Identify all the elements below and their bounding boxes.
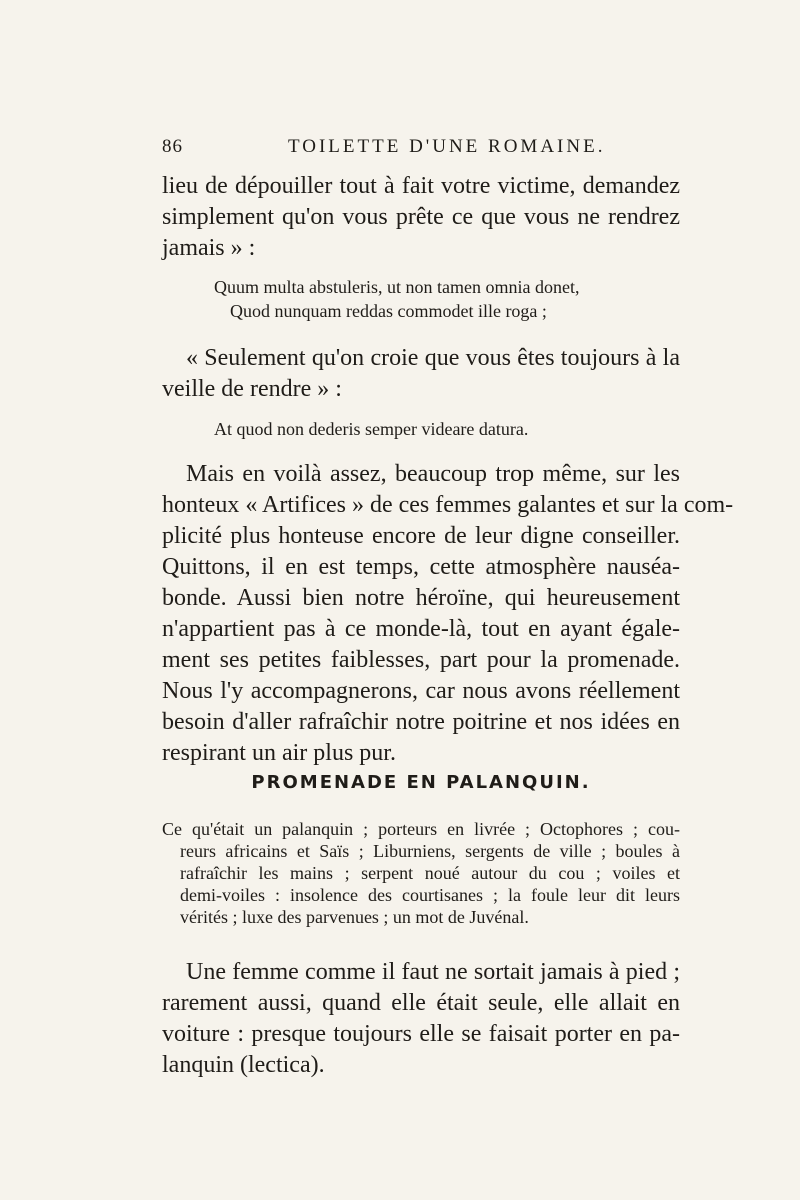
section-heading: PROMENADE EN PALANQUIN. bbox=[251, 772, 591, 793]
text-line: veille de rendre » : bbox=[162, 376, 342, 402]
page-number: 86 bbox=[162, 136, 183, 157]
text-line: n'appartient pas à ce monde-là, tout en ayant égale- bbox=[162, 616, 680, 642]
paragraph-2 bbox=[162, 343, 680, 405]
latin-quote-2 bbox=[214, 417, 528, 441]
text-line: respirant un air plus pur. bbox=[162, 740, 396, 766]
text-line: honteux « Artifices » de ces femmes galantes et sur la com- bbox=[162, 492, 734, 518]
text-line: Mais en voilà assez, beaucoup trop même, sur les bbox=[186, 461, 680, 487]
chapter-summary bbox=[162, 818, 680, 928]
summary-line: rafraîchir les mains ; serpent noué autour du cou ; voiles et bbox=[180, 863, 680, 883]
text-line: jamais » : bbox=[162, 235, 256, 261]
text-line: lieu de dépouiller tout à fait votre victime, demandez bbox=[162, 173, 680, 199]
summary-line: demi-voiles : insolence des courtisanes ; la foule leur dit leurs bbox=[180, 885, 680, 905]
paragraph-3 bbox=[162, 459, 734, 769]
text-line: bonde. Aussi bien notre héroïne, qui heureusement bbox=[162, 585, 680, 611]
summary-line: reurs africains et Saïs ; Liburniens, sergents de ville ; boules à bbox=[180, 841, 680, 861]
text-line: « Seulement qu'on croie que vous êtes toujours à la bbox=[186, 345, 680, 371]
summary-line: vérités ; luxe des parvenues ; un mot de Juvénal. bbox=[180, 907, 529, 927]
text-line: besoin d'aller rafraîchir notre poitrine et nos idées en bbox=[162, 709, 680, 735]
verse-line: Quum multa abstuleris, ut non tamen omnia donet, bbox=[214, 277, 580, 297]
text-line: plicité plus honteuse encore de leur digne conseiller. bbox=[162, 523, 680, 549]
running-head bbox=[162, 136, 682, 166]
paragraph-1 bbox=[162, 171, 680, 264]
summary-line: Ce qu'était un palanquin ; porteurs en livrée ; Octophores ; cou- bbox=[162, 819, 680, 839]
text-line: voiture : presque toujours elle se faisait porter en pa- bbox=[162, 1021, 680, 1047]
verse-line: At quod non dederis semper videare datura. bbox=[214, 419, 529, 439]
paragraph-4 bbox=[162, 957, 680, 1081]
text-line: ment ses petites faiblesses, part pour la promenade. bbox=[162, 647, 680, 673]
text-line: Quittons, il en est temps, cette atmosphère nauséa- bbox=[162, 554, 680, 580]
running-title: TOILETTE D'UNE ROMAINE. bbox=[288, 136, 606, 157]
text-line: simplement qu'on vous prête ce que vous ne rendrez bbox=[162, 204, 680, 230]
latin-quote-1 bbox=[214, 275, 579, 323]
text-line: Une femme comme il faut ne sortait jamais à pied ; bbox=[186, 959, 680, 985]
verse-line: Quod nunquam reddas commodet ille roga ; bbox=[230, 301, 547, 321]
text-line: rarement aussi, quand elle était seule, elle allait en bbox=[162, 990, 680, 1016]
text-line: Nous l'y accompagnerons, car nous avons réellement bbox=[162, 678, 680, 704]
text-line: lanquin (lectica). bbox=[162, 1052, 325, 1078]
